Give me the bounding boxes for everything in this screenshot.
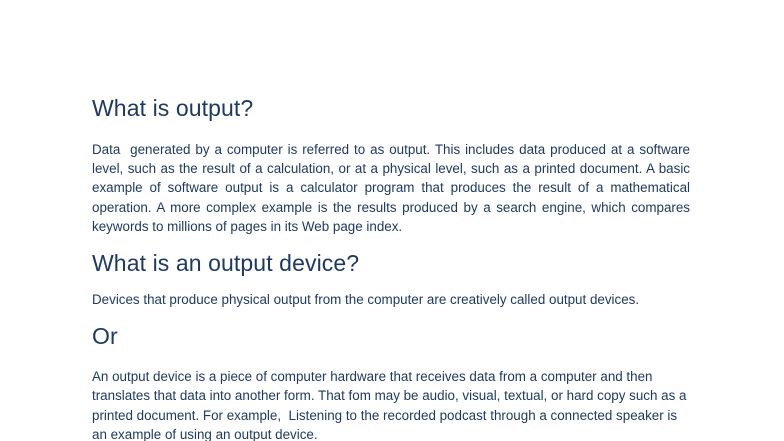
paragraph-output-device-alternate: An output device is a piece of computer hardware that receives data from a computer and then translates that data into another form. That fom may be audio, visual, textual, or hard copy such as a printed document. For example, Listening to the recorded podcast through a connected speaker is an example of using an output device. xyxy=(92,369,691,441)
heading-or: Or xyxy=(92,323,118,350)
paragraph-output-definition: Data generated by a computer is referred to as output. This includes data produced at a software level, such as the result of a calculation, or at a physical level, such as a printed document. A basic example of software output is a calculator program that produces the result of a mathematical operation. A more complex example is the results produced by a search engine, which compares keywords to millions of pages in its Web page index. xyxy=(92,142,694,234)
heading-what-is-output-device: What is an output device? xyxy=(92,250,360,277)
document-content xyxy=(92,93,694,441)
paragraph-output-device-definition: Devices that produce physical output from the computer are creatively called output devices. xyxy=(92,292,640,308)
heading-what-is-output: What is output? xyxy=(92,95,254,121)
